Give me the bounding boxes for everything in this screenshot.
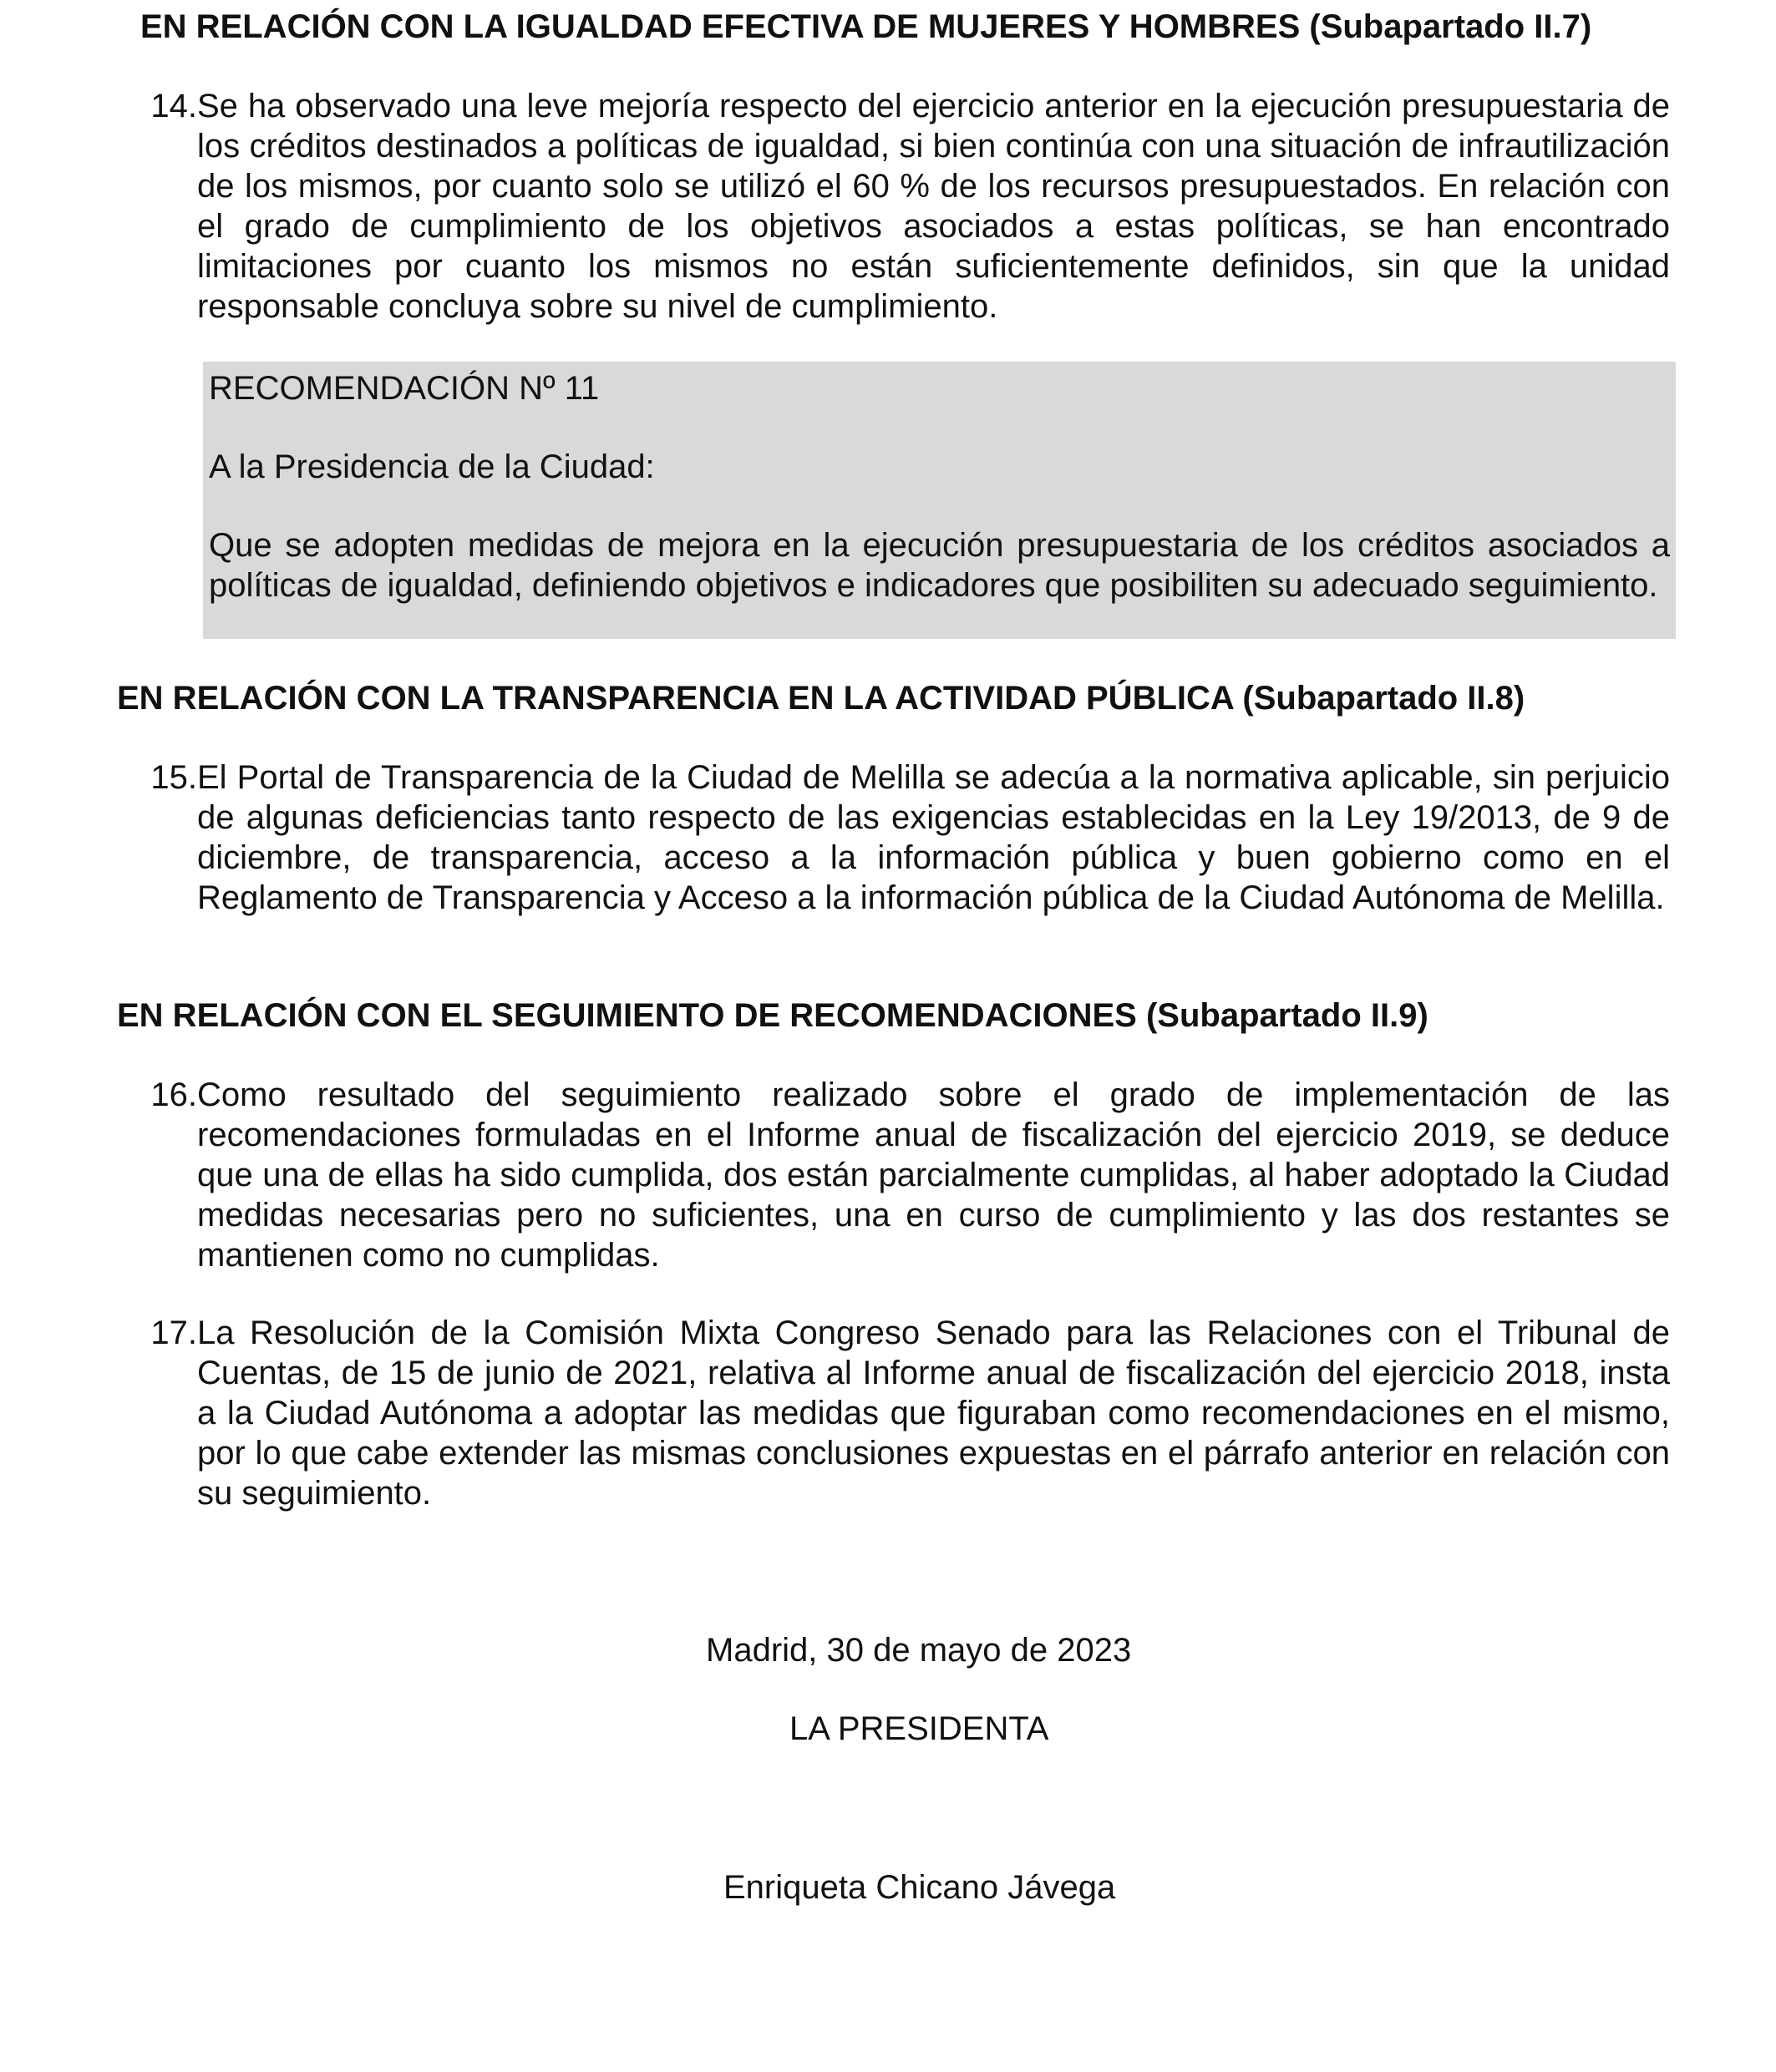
paragraph-text: La Resolución de la Comisión Mixta Congreso Senado para las Relaciones con el Tribunal de Cuentas, de 15 de junio de 2021, relativa al Informe anual de fiscalización del ejercicio 2018, insta a la Ciudad Autónoma a adoptar las medidas que figuraban como recomendaciones en el mismo, por lo que cabe extender las mismas conclusiones expuestas en el párrafo anterior en relación con su seguimiento. — [197, 1315, 1670, 1512]
section-heading-seguimiento: EN RELACIÓN CON EL SEGUIMIENTO DE RECOMENDACIONES (Subapartado II.9) — [117, 997, 1428, 1034]
recommendation-body: Que se adopten medidas de mejora en la ejecución presupuestaria de los créditos asociados a políticas de igualdad, definiendo objetivos e indicadores que posibiliten su adecuado seguimiento. — [209, 527, 1670, 604]
section-heading-transparencia: EN RELACIÓN CON LA TRANSPARENCIA EN LA ACTIVIDAD PÚBLICA (Subapartado II.8) — [117, 680, 1525, 717]
paragraph-number: 14. — [150, 88, 197, 124]
paragraph-text: Se ha observado una leve mejoría respecto del ejercicio anterior en la ejecución presupuestaria de los créditos destinados a políticas de igualdad, si bien continúa con una situación de infrautilización de los mismos, por cuanto solo se utilizó el 60 % de los recursos presupuestados. En relación con el grado de cumplimiento de los objetivos asociados a estas políticas, se han encontrado limitaciones por cuanto los mismos no están suficientemente definidos, sin que la unidad responsable concluya sobre su nivel de cumplimiento. — [197, 88, 1670, 325]
recommendation-addressee: A la Presidencia de la Ciudad: — [209, 448, 655, 485]
paragraph-15 — [140, 757, 1670, 918]
paragraph-text: El Portal de Transparencia de la Ciudad de Melilla se adecúa a la normativa aplicable, sin perjuicio de algunas deficiencias tanto respecto de las exigencias establecidas en la Ley 19/2013, de 9 de diciembre, de transparencia, acceso a la información pública y buen gobierno como en el Reglamento de Transparencia y Acceso a la información pública de la Ciudad Autónoma de Melilla. — [197, 759, 1670, 916]
signer-role: LA PRESIDENTA — [789, 1710, 1049, 1747]
recommendation-title: RECOMENDACIÓN Nº 11 — [209, 370, 600, 407]
paragraph-number: 15. — [150, 759, 197, 796]
paragraph-17 — [140, 1313, 1670, 1513]
paragraph-number: 16. — [150, 1077, 197, 1113]
section-heading-igualdad: EN RELACIÓN CON LA IGUALDAD EFECTIVA DE MUJERES Y HOMBRES (Subapartado II.7) — [140, 8, 1592, 45]
place-date: Madrid, 30 de mayo de 2023 — [706, 1632, 1132, 1669]
paragraph-number: 17. — [150, 1315, 197, 1351]
recommendation-box — [203, 362, 1676, 639]
paragraph-14 — [140, 86, 1670, 327]
paragraph-16 — [140, 1075, 1670, 1275]
paragraph-text: Como resultado del seguimiento realizado sobre el grado de implementación de las recomendaciones formuladas en el Informe anual de fiscalización del ejercicio 2019, se deduce que una de ellas ha sido cumplida, dos están parcialmente cumplidas, al haber adoptado la Ciudad medidas necesarias pero no suficientes, una en curso de cumplimiento y las dos restantes se mantienen como no cumplidas. — [197, 1077, 1670, 1274]
signer-name: Enriqueta Chicano Jávega — [723, 1869, 1116, 1906]
